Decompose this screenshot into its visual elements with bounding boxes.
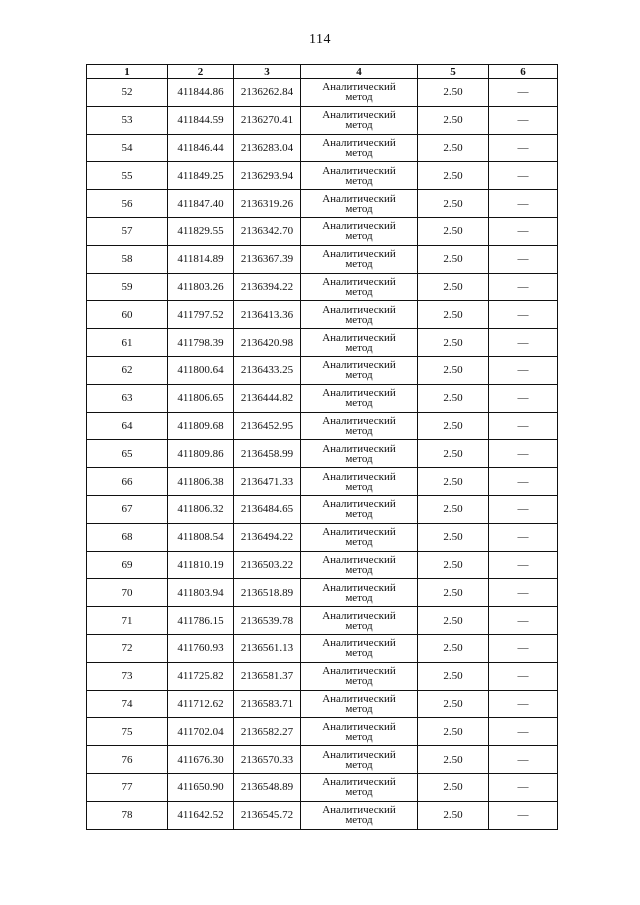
x-coordinate-cell: 411650.90 [168, 773, 234, 801]
method-cell [301, 79, 418, 107]
x-coordinate-cell: 411847.40 [168, 190, 234, 218]
method-line-2: метод [345, 786, 373, 799]
accuracy-cell: 2.50 [418, 106, 489, 134]
x-coordinate-cell: 411702.04 [168, 718, 234, 746]
header-col-5: 5 [418, 65, 489, 79]
method-line-2: метод [345, 508, 373, 521]
note-cell: — [489, 134, 558, 162]
method-line-2: метод [345, 258, 373, 271]
method-line-1: Аналитический [322, 359, 396, 372]
note-cell: — [489, 79, 558, 107]
accuracy-cell: 2.50 [418, 384, 489, 412]
point-number-cell: 53 [87, 106, 168, 134]
accuracy-cell: 2.50 [418, 801, 489, 829]
method-cell [301, 190, 418, 218]
method-line-1: Аналитический [322, 164, 396, 177]
y-coordinate-cell: 2136262.84 [234, 79, 301, 107]
method-line-2: метод [345, 591, 373, 604]
method-cell [301, 551, 418, 579]
method-cell [301, 245, 418, 273]
accuracy-cell: 2.50 [418, 746, 489, 774]
table-row [87, 690, 558, 718]
note-cell: — [489, 801, 558, 829]
method-line-1: Аналитический [322, 804, 396, 817]
table-row [87, 245, 558, 273]
note-cell: — [489, 579, 558, 607]
method-line-1: Аналитический [322, 637, 396, 650]
table-row [87, 607, 558, 635]
y-coordinate-cell: 2136570.33 [234, 746, 301, 774]
table-row [87, 634, 558, 662]
x-coordinate-cell: 411725.82 [168, 662, 234, 690]
method-line-2: метод [345, 146, 373, 159]
x-coordinate-cell: 411642.52 [168, 801, 234, 829]
table-row [87, 551, 558, 579]
method-cell [301, 217, 418, 245]
x-coordinate-cell: 411844.86 [168, 79, 234, 107]
y-coordinate-cell: 2136444.82 [234, 384, 301, 412]
note-cell: — [489, 329, 558, 357]
method-cell [301, 134, 418, 162]
header-col-6: 6 [489, 65, 558, 79]
y-coordinate-cell: 2136413.36 [234, 301, 301, 329]
method-line-1: Аналитический [322, 387, 396, 400]
x-coordinate-cell: 411676.30 [168, 746, 234, 774]
table-row [87, 662, 558, 690]
accuracy-cell: 2.50 [418, 690, 489, 718]
x-coordinate-cell: 411814.89 [168, 245, 234, 273]
accuracy-cell: 2.50 [418, 579, 489, 607]
point-number-cell: 76 [87, 746, 168, 774]
x-coordinate-cell: 411786.15 [168, 607, 234, 635]
table-row [87, 468, 558, 496]
point-number-cell: 70 [87, 579, 168, 607]
point-number-cell: 75 [87, 718, 168, 746]
method-line-2: метод [345, 424, 373, 437]
y-coordinate-cell: 2136319.26 [234, 190, 301, 218]
x-coordinate-cell: 411808.54 [168, 523, 234, 551]
method-line-1: Аналитический [322, 665, 396, 678]
table-row [87, 801, 558, 829]
y-coordinate-cell: 2136283.04 [234, 134, 301, 162]
method-line-1: Аналитический [322, 442, 396, 455]
y-coordinate-cell: 2136394.22 [234, 273, 301, 301]
table-row [87, 579, 558, 607]
accuracy-cell: 2.50 [418, 412, 489, 440]
table-row [87, 384, 558, 412]
method-cell [301, 773, 418, 801]
note-cell: — [489, 662, 558, 690]
header-col-2: 2 [168, 65, 234, 79]
table-row [87, 162, 558, 190]
x-coordinate-cell: 411798.39 [168, 329, 234, 357]
method-line-2: метод [345, 758, 373, 771]
y-coordinate-cell: 2136270.41 [234, 106, 301, 134]
method-line-2: метод [345, 230, 373, 243]
method-line-1: Аналитический [322, 414, 396, 427]
method-line-2: метод [345, 563, 373, 576]
y-coordinate-cell: 2136433.25 [234, 356, 301, 384]
method-cell [301, 329, 418, 357]
point-number-cell: 77 [87, 773, 168, 801]
method-line-2: метод [345, 91, 373, 104]
method-line-2: метод [345, 202, 373, 215]
accuracy-cell: 2.50 [418, 273, 489, 301]
method-cell [301, 801, 418, 829]
method-line-2: метод [345, 536, 373, 549]
y-coordinate-cell: 2136293.94 [234, 162, 301, 190]
method-line-1: Аналитический [322, 109, 396, 122]
method-line-1: Аналитический [322, 776, 396, 789]
note-cell: — [489, 495, 558, 523]
accuracy-cell: 2.50 [418, 217, 489, 245]
y-coordinate-cell: 2136539.78 [234, 607, 301, 635]
x-coordinate-cell: 411806.38 [168, 468, 234, 496]
accuracy-cell: 2.50 [418, 495, 489, 523]
table-row [87, 746, 558, 774]
method-line-2: метод [345, 341, 373, 354]
table-row [87, 106, 558, 134]
y-coordinate-cell: 2136342.70 [234, 217, 301, 245]
y-coordinate-cell: 2136484.65 [234, 495, 301, 523]
method-cell [301, 106, 418, 134]
table-row [87, 134, 558, 162]
y-coordinate-cell: 2136548.89 [234, 773, 301, 801]
note-cell: — [489, 190, 558, 218]
accuracy-cell: 2.50 [418, 773, 489, 801]
note-cell: — [489, 718, 558, 746]
y-coordinate-cell: 2136494.22 [234, 523, 301, 551]
point-number-cell: 74 [87, 690, 168, 718]
y-coordinate-cell: 2136582.27 [234, 718, 301, 746]
method-line-2: метод [345, 397, 373, 410]
method-cell [301, 523, 418, 551]
header-col-1: 1 [87, 65, 168, 79]
method-cell [301, 412, 418, 440]
point-number-cell: 69 [87, 551, 168, 579]
method-line-1: Аналитический [322, 331, 396, 344]
method-line-1: Аналитический [322, 609, 396, 622]
point-number-cell: 52 [87, 79, 168, 107]
method-line-1: Аналитический [322, 220, 396, 233]
accuracy-cell: 2.50 [418, 440, 489, 468]
note-cell: — [489, 690, 558, 718]
point-number-cell: 71 [87, 607, 168, 635]
method-line-2: метод [345, 285, 373, 298]
table-row [87, 79, 558, 107]
table-header-row [87, 65, 558, 79]
point-number-cell: 62 [87, 356, 168, 384]
header-col-3: 3 [234, 65, 301, 79]
accuracy-cell: 2.50 [418, 468, 489, 496]
table-row [87, 440, 558, 468]
accuracy-cell: 2.50 [418, 718, 489, 746]
note-cell: — [489, 384, 558, 412]
method-line-2: метод [345, 480, 373, 493]
note-cell: — [489, 634, 558, 662]
point-number-cell: 58 [87, 245, 168, 273]
method-cell [301, 273, 418, 301]
method-line-1: Аналитический [322, 720, 396, 733]
method-line-1: Аналитический [322, 748, 396, 761]
method-line-1: Аналитический [322, 581, 396, 594]
table-body [87, 79, 558, 830]
x-coordinate-cell: 411806.32 [168, 495, 234, 523]
method-cell [301, 495, 418, 523]
point-number-cell: 61 [87, 329, 168, 357]
point-number-cell: 63 [87, 384, 168, 412]
accuracy-cell: 2.50 [418, 190, 489, 218]
method-line-2: метод [345, 452, 373, 465]
x-coordinate-cell: 411810.19 [168, 551, 234, 579]
method-line-1: Аналитический [322, 470, 396, 483]
point-number-cell: 72 [87, 634, 168, 662]
accuracy-cell: 2.50 [418, 551, 489, 579]
x-coordinate-cell: 411800.64 [168, 356, 234, 384]
y-coordinate-cell: 2136518.89 [234, 579, 301, 607]
method-cell [301, 662, 418, 690]
page-number: 114 [309, 32, 331, 47]
point-number-cell: 59 [87, 273, 168, 301]
y-coordinate-cell: 2136503.22 [234, 551, 301, 579]
point-number-cell: 60 [87, 301, 168, 329]
note-cell: — [489, 356, 558, 384]
method-cell [301, 579, 418, 607]
method-line-2: метод [345, 675, 373, 688]
accuracy-cell: 2.50 [418, 162, 489, 190]
method-line-2: метод [345, 702, 373, 715]
table-row [87, 523, 558, 551]
method-line-2: метод [345, 119, 373, 132]
method-cell [301, 690, 418, 718]
x-coordinate-cell: 411760.93 [168, 634, 234, 662]
accuracy-cell: 2.50 [418, 301, 489, 329]
y-coordinate-cell: 2136420.98 [234, 329, 301, 357]
x-coordinate-cell: 411846.44 [168, 134, 234, 162]
y-coordinate-cell: 2136545.72 [234, 801, 301, 829]
x-coordinate-cell: 411809.68 [168, 412, 234, 440]
note-cell: — [489, 440, 558, 468]
method-cell [301, 384, 418, 412]
method-cell [301, 162, 418, 190]
table-row [87, 356, 558, 384]
method-cell [301, 468, 418, 496]
method-line-2: метод [345, 730, 373, 743]
x-coordinate-cell: 411844.59 [168, 106, 234, 134]
table-row [87, 329, 558, 357]
x-coordinate-cell: 411809.86 [168, 440, 234, 468]
method-cell [301, 634, 418, 662]
y-coordinate-cell: 2136458.99 [234, 440, 301, 468]
x-coordinate-cell: 411712.62 [168, 690, 234, 718]
accuracy-cell: 2.50 [418, 134, 489, 162]
point-number-cell: 65 [87, 440, 168, 468]
note-cell: — [489, 468, 558, 496]
note-cell: — [489, 217, 558, 245]
point-number-cell: 64 [87, 412, 168, 440]
table-row [87, 301, 558, 329]
method-line-1: Аналитический [322, 248, 396, 261]
method-line-2: метод [345, 174, 373, 187]
x-coordinate-cell: 411829.55 [168, 217, 234, 245]
header-col-4: 4 [301, 65, 418, 79]
point-number-cell: 68 [87, 523, 168, 551]
method-line-1: Аналитический [322, 81, 396, 94]
note-cell: — [489, 746, 558, 774]
accuracy-cell: 2.50 [418, 634, 489, 662]
note-cell: — [489, 162, 558, 190]
method-line-2: метод [345, 647, 373, 660]
x-coordinate-cell: 411849.25 [168, 162, 234, 190]
point-number-cell: 67 [87, 495, 168, 523]
table-row [87, 412, 558, 440]
method-line-1: Аналитический [322, 136, 396, 149]
method-line-1: Аналитический [322, 553, 396, 566]
method-line-2: метод [345, 619, 373, 632]
method-line-1: Аналитический [322, 303, 396, 316]
table-row [87, 273, 558, 301]
accuracy-cell: 2.50 [418, 607, 489, 635]
point-number-cell: 66 [87, 468, 168, 496]
note-cell: — [489, 773, 558, 801]
table-row [87, 190, 558, 218]
method-line-2: метод [345, 369, 373, 382]
y-coordinate-cell: 2136367.39 [234, 245, 301, 273]
method-cell [301, 440, 418, 468]
note-cell: — [489, 273, 558, 301]
note-cell: — [489, 245, 558, 273]
note-cell: — [489, 412, 558, 440]
y-coordinate-cell: 2136471.33 [234, 468, 301, 496]
point-number-cell: 57 [87, 217, 168, 245]
x-coordinate-cell: 411806.65 [168, 384, 234, 412]
note-cell: — [489, 301, 558, 329]
method-cell [301, 746, 418, 774]
method-line-1: Аналитический [322, 192, 396, 205]
point-number-cell: 56 [87, 190, 168, 218]
note-cell: — [489, 607, 558, 635]
method-cell [301, 607, 418, 635]
accuracy-cell: 2.50 [418, 356, 489, 384]
method-line-1: Аналитический [322, 498, 396, 511]
table-row [87, 773, 558, 801]
note-cell: — [489, 106, 558, 134]
method-cell [301, 718, 418, 746]
accuracy-cell: 2.50 [418, 523, 489, 551]
point-number-cell: 73 [87, 662, 168, 690]
method-cell [301, 301, 418, 329]
method-cell [301, 356, 418, 384]
table-row [87, 495, 558, 523]
method-line-1: Аналитический [322, 275, 396, 288]
method-line-2: метод [345, 814, 373, 827]
accuracy-cell: 2.50 [418, 79, 489, 107]
note-cell: — [489, 523, 558, 551]
accuracy-cell: 2.50 [418, 329, 489, 357]
coordinates-table [86, 64, 558, 830]
point-number-cell: 55 [87, 162, 168, 190]
point-number-cell: 54 [87, 134, 168, 162]
y-coordinate-cell: 2136561.13 [234, 634, 301, 662]
y-coordinate-cell: 2136581.37 [234, 662, 301, 690]
table-row [87, 217, 558, 245]
table-row [87, 718, 558, 746]
x-coordinate-cell: 411797.52 [168, 301, 234, 329]
point-number-cell: 78 [87, 801, 168, 829]
x-coordinate-cell: 411803.26 [168, 273, 234, 301]
accuracy-cell: 2.50 [418, 662, 489, 690]
y-coordinate-cell: 2136583.71 [234, 690, 301, 718]
x-coordinate-cell: 411803.94 [168, 579, 234, 607]
accuracy-cell: 2.50 [418, 245, 489, 273]
method-line-2: метод [345, 313, 373, 326]
note-cell: — [489, 551, 558, 579]
y-coordinate-cell: 2136452.95 [234, 412, 301, 440]
method-line-1: Аналитический [322, 692, 396, 705]
method-line-1: Аналитический [322, 526, 396, 539]
